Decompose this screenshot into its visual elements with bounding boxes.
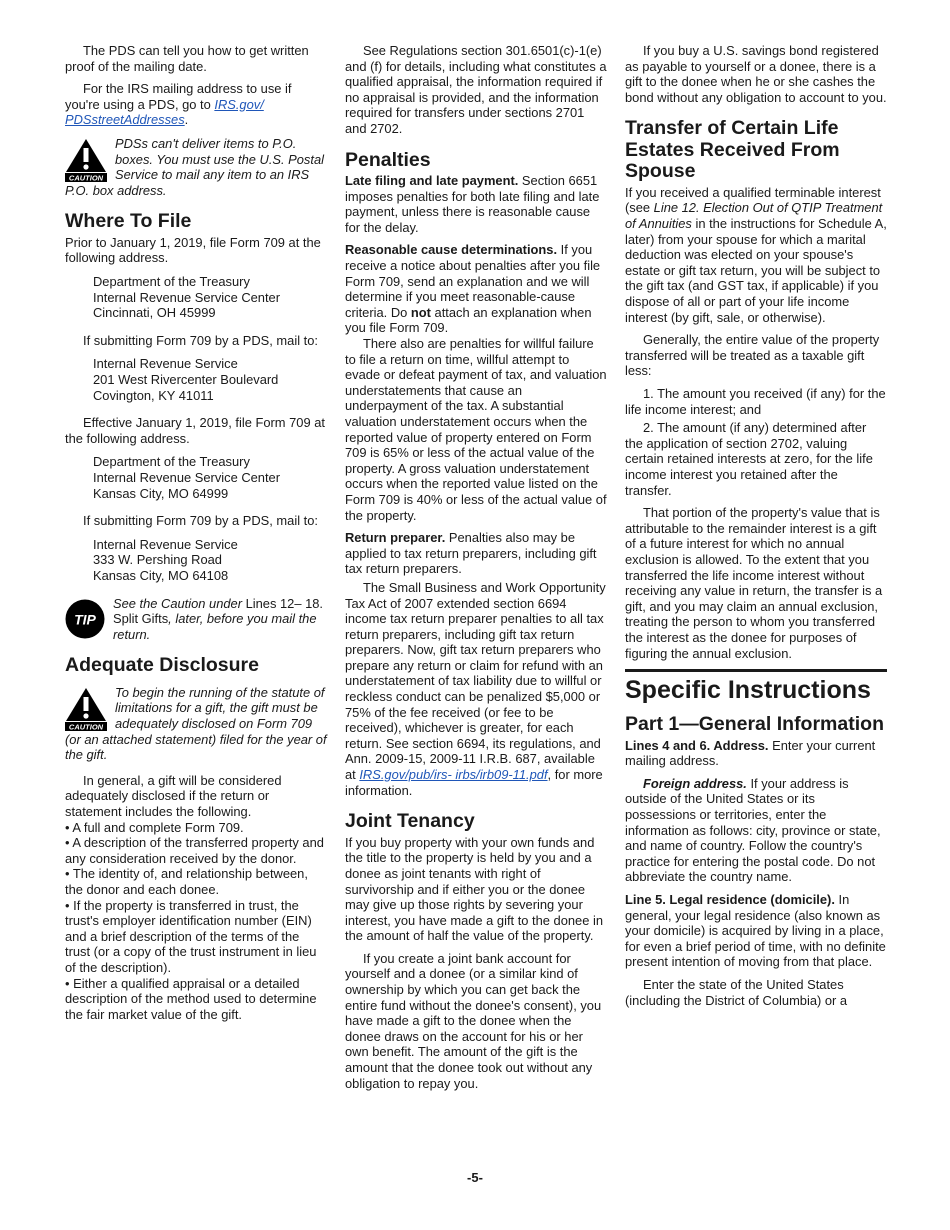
- svg-text:CAUTION: CAUTION: [68, 722, 104, 731]
- pds-addresses-link[interactable]: IRS.gov/ PDSstreetAddresses: [65, 96, 264, 128]
- irb-link[interactable]: IRS.gov/pub/irs- irbs/irb09-11.pdf: [359, 767, 548, 783]
- address-block: Department of the Treasury Internal Revenue Service Center Cincinnati, OH 45999: [93, 274, 281, 321]
- paragraph: For the IRS mailing address to use if you're using a PDS, go to IRS.gov/ PDSstreetAddresses.: [65, 81, 292, 128]
- list-item: • The identity of, and relationship between, the donor and each donee.: [65, 866, 308, 897]
- heading-adequate-disclosure: Adequate Disclosure: [65, 654, 259, 677]
- caution-text: To begin the running of the statute of limitations for a gift, the gift must be adequately disclosed on Form 709 (or an attached statement) filed for the year of the gift.: [65, 684, 327, 763]
- paragraph: Enter the state of the United States (including the District of Columbia) or a: [625, 976, 848, 1008]
- paragraph: Late filing and late payment. Section 6651 imposes penalties for both late filing and late payment, unless there is reasonable cause for the delay.: [345, 173, 600, 235]
- paragraph: There also are penalties for willful failure to file a return on time, willful attempt to evade or defeat payment of tax, and valuation understatements that cause an underpayment of the tax. A substantial valuation understatement occurs when the reported value of property entered on Form 709 is 65% or less of the actual value of the property. A gross valuation understatement occurs when the reported value listed on the Form 709 is 40% or less of the actual value of the property.: [345, 336, 607, 523]
- caution-callout: [65, 685, 327, 763]
- bullet-list: [65, 820, 327, 1023]
- heading-specific-instructions: Specific Instructions: [625, 669, 887, 704]
- heading-joint-tenancy: Joint Tenancy: [345, 810, 475, 833]
- paragraph: Effective January 1, 2019, file Form 709 at the following address.: [65, 415, 325, 446]
- paragraph: If submitting Form 709 by a PDS, mail to:: [83, 332, 318, 348]
- paragraph: If you create a joint bank account for yourself and a donee (or a similar kind of ownership by which you can get back the entire fund without the donee's consent), you have made a gift to the donee when the donee draws on the account for his or her own benefit. The amount of the gift is the amount that the donee took out without any obligation to repay you.: [345, 950, 602, 1091]
- paragraph: See Regulations section 301.6501(c)-1(e) and (f) for details, including what constitutes a qualified appraisal, the information required if no appraisal is provided, and the information required for transfers under sections 2701 and 2702.: [345, 43, 607, 136]
- list-item: • If the property is transferred in trust, the trust's employer identification number (EIN) and a brief description of the terms of the trust (or a copy of the trust instrument in lieu of the description).: [65, 897, 317, 975]
- address-block: Internal Revenue Service 201 West Rivercenter Boulevard Covington, KY 41011: [93, 356, 279, 403]
- paragraph: Return preparer. Penalties also may be applied to tax return preparers, including gift tax return preparers.: [345, 530, 597, 577]
- caution-icon: [65, 138, 107, 182]
- paragraph: Prior to January 1, 2019, file Form 709 at the following address.: [65, 234, 321, 266]
- tip-callout: TIP See the Caution under Lines 12– 18. Split Gifts, later, before you mail the return.: [65, 596, 327, 643]
- heading-penalties: Penalties: [345, 148, 431, 171]
- svg-text:CAUTION: CAUTION: [68, 173, 104, 182]
- paragraph: Reasonable cause determinations. If you receive a notice about penalties after you file Form 709, send an explanation and we will determine if you meet reasonable-cause criteria. Do not attach an explanation when you file Form 709.: [345, 242, 601, 336]
- column-1: [65, 43, 327, 1022]
- paragraph: If you received a qualified terminable interest (see Line 12. Election Out of QTIP Treatment of Annuities in the instructions for Schedule A, later) from your spouse for which a marital deduction was elected on your spouse's estate or gift tax return, you will be subject to the gift tax (and GST tax, if applicable) if you dispose of all or part of your life income interest (by gift, sale, or otherwise).: [625, 184, 887, 325]
- paragraph: The Small Business and Work Opportunity Tax Act of 2007 extended section 6694 income tax return preparer penalties to all tax return preparers, including gift tax return preparers. Now, gift tax return preparers who prepare any return or claim for refund with an understatement of tax liability due to willful or reckless conduct can be penalized $5,000 or 75% of the fee received (or fee to be received), whichever is greater, for each return. See section 6694, its regulations, and Ann. 2009-15, 2009-11 I.R.B. 687, available at IRS.gov/pub/irs- irbs/irb09-11.pdf, for more information.: [345, 579, 606, 798]
- heading-where-to-file: Where To File: [65, 210, 192, 233]
- paragraph: Foreign address. If your address is outside of the United States or its possessions or territories, enter the information as follows: city, province or state, and name of country. Follow the country's practice for entering the postal code. Do not abbreviate the country name.: [625, 775, 881, 885]
- svg-text:TIP: TIP: [74, 611, 96, 628]
- list-item: 2. The amount (if any) determined after the application of section 2702, valuing certain retained interests at zero, for the life income interest you retained after the transfer.: [625, 420, 873, 498]
- paragraph: In general, a gift will be considered adequately disclosed if the return or statement includes the following.: [65, 772, 282, 819]
- paragraph: If you buy property with your own funds and the title to the property is held by you and a donee as joint tenants with right of survivorship and if either you or the donee may give up those rights by severing your interest, you have made a gift to the donee in the amount of half the value of the property.: [345, 834, 603, 944]
- paragraph: Line 5. Legal residence (domicile). In general, your legal residence (also known as your domicile) is acquired by living in a place, for even a brief period of time, with no definite present intention of moving from that place.: [625, 891, 886, 970]
- paragraph: Lines 4 and 6. Address. Enter your current mailing address.: [625, 737, 876, 769]
- list-item: • A full and complete Form 709.: [65, 819, 244, 835]
- paragraph: If you buy a U.S. savings bond registered as payable to yourself or a donee, there is a gift to the donee when he or she cashes the bond without any obligation to account to you.: [625, 43, 887, 105]
- paragraph: The PDS can tell you how to get written proof of the mailing date.: [65, 43, 309, 74]
- paragraph: If submitting Form 709 by a PDS, mail to:: [83, 513, 318, 529]
- caution-callout: [65, 136, 327, 198]
- address-block: Internal Revenue Service 333 W. Pershing Road Kansas City, MO 64108: [93, 536, 238, 583]
- list-item: 1. The amount you received (if any) for the life income interest; and: [625, 386, 886, 417]
- list-item: • A description of the transferred property and any consideration received by the donor.: [65, 835, 324, 866]
- paragraph: Generally, the entire value of the property transferred will be treated as a taxable gift less:: [625, 332, 880, 379]
- tip-icon: [65, 599, 105, 639]
- page-number: -5-: [467, 1170, 483, 1185]
- caution-icon: [65, 687, 107, 731]
- address-block: Department of the Treasury Internal Revenue Service Center Kansas City, MO 64999: [93, 454, 281, 501]
- column-2: [345, 43, 607, 1098]
- heading-transfer-life-estates: Transfer of Certain Life Estates Received From Spouse: [625, 117, 840, 183]
- heading-part-1: Part 1—General Information: [625, 713, 884, 736]
- caution-text: PDSs can't deliver items to P.O. boxes. You must use the U.S. Postal Service to mail any item to an IRS P.O. box address.: [65, 135, 324, 198]
- list-item: • Either a qualified appraisal or a detailed description of the method used to determine the fair market value of the gift.: [65, 975, 317, 1022]
- paragraph: That portion of the property's value that is attributable to the remainder interest is a gift of a future interest for which no annual exclusion is allowed. To the extent that you transferred the life income interest without receiving any value in return, the transfer is a gift, and you may claim an annual exclusion, treating the person to whom you transferred the interest as the donee for purposes of figuring the annual exclusion.: [625, 505, 883, 661]
- column-3: [625, 43, 887, 1015]
